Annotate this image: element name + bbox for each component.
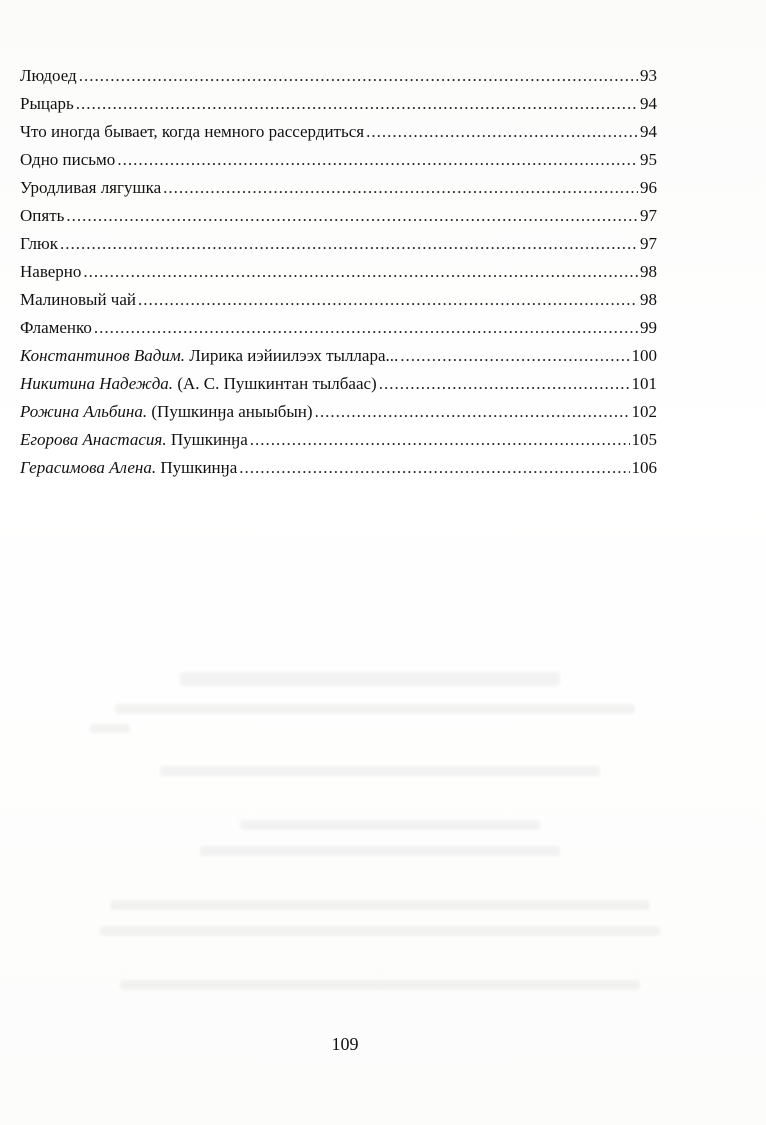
toc-entry-author: Рожина Альбина. — [20, 402, 148, 421]
toc-entry — [20, 370, 657, 398]
toc-entry-title — [20, 90, 74, 118]
toc-entry-title — [20, 202, 64, 230]
toc-entry-page: 95 — [640, 150, 657, 169]
dot-leader — [138, 286, 638, 314]
toc-entry-author: Никитина Надежда. — [20, 374, 174, 393]
toc-entry-title-text: Уродливая лягушка — [20, 178, 162, 197]
toc-entry-page: 97 — [640, 234, 657, 253]
toc-entry — [20, 202, 657, 230]
toc-entry-title — [20, 118, 364, 146]
toc-entry — [20, 454, 657, 482]
toc-entry-page: 96 — [640, 178, 657, 197]
toc-entry-title-text: Наверно — [20, 262, 82, 281]
toc-entry-title-text: Что иногда бывает, когда немного рассердиться — [20, 122, 365, 141]
dot-leader — [94, 314, 638, 342]
toc-entry-title — [20, 314, 92, 342]
dot-leader — [366, 118, 638, 146]
toc-entry-page: 106 — [631, 458, 657, 477]
toc-entry — [20, 146, 657, 174]
toc-entry-page: 94 — [640, 122, 657, 141]
dot-leader — [60, 230, 638, 258]
toc-entry-page: 98 — [640, 290, 657, 309]
toc-entry-page: 94 — [640, 94, 657, 113]
toc-entry-title-text: Фламенко — [20, 318, 92, 337]
toc-entry-title-text: Одно письмо — [20, 150, 116, 169]
toc-entry-page: 100 — [631, 346, 657, 365]
toc-entry-title — [20, 370, 377, 398]
toc-entry-title-text: Пушкинӈа — [166, 430, 248, 449]
toc-entry-title — [20, 146, 115, 174]
toc-entry-title — [20, 454, 237, 482]
toc-entry — [20, 342, 657, 370]
toc-entry — [20, 230, 657, 258]
toc-entry-page: 101 — [631, 374, 657, 393]
toc-entry-title-text: Опять — [20, 206, 65, 225]
dot-leader — [379, 370, 630, 398]
toc-entry — [20, 90, 657, 118]
toc-entry-title-text: Лирика иэйиилээх тыллара... — [184, 346, 399, 365]
toc-entry-page: 105 — [631, 430, 657, 449]
toc-entry-author: Герасимова Алена. — [20, 458, 157, 477]
dot-leader — [250, 426, 630, 454]
dot-leader — [400, 342, 629, 370]
toc-entry-title-text: (А. С. Пушкинтан тылбаас) — [173, 374, 377, 393]
toc-entry-title — [20, 398, 313, 426]
dot-leader — [66, 202, 638, 230]
toc-entry-title — [20, 230, 58, 258]
toc-entry-page: 93 — [640, 66, 657, 85]
toc-entry-title-text: Людоед — [20, 66, 77, 85]
toc-entry-title-text: (Пушкинӈа аныыбын) — [147, 402, 313, 421]
toc-entry — [20, 314, 657, 342]
toc-entry-title — [20, 426, 248, 454]
page-number: 109 — [331, 1034, 359, 1054]
toc-entry-title-text: Рыцарь — [20, 94, 74, 113]
toc-entry-page: 99 — [640, 318, 657, 337]
toc-entry-title — [20, 174, 161, 202]
dot-leader — [83, 258, 638, 286]
toc-entry — [20, 286, 657, 314]
toc-entry — [20, 258, 657, 286]
toc-entry-title — [20, 62, 77, 90]
dot-leader — [117, 146, 638, 174]
toc-entry-title — [20, 258, 81, 286]
toc-entry — [20, 426, 657, 454]
toc-entry — [20, 62, 657, 90]
toc-entry — [20, 118, 657, 146]
dot-leader — [76, 90, 638, 118]
dot-leader — [315, 398, 630, 426]
toc-entry-page: 98 — [640, 262, 657, 281]
table-of-contents — [20, 62, 657, 482]
toc-entry-page: 97 — [640, 206, 657, 225]
toc-entry-title — [20, 342, 398, 370]
toc-entry — [20, 174, 657, 202]
dot-leader — [239, 454, 629, 482]
toc-entry — [20, 398, 657, 426]
toc-entry-title-text: Пушкинӈа — [156, 458, 238, 477]
toc-entry-title-text: Глюк — [20, 234, 58, 253]
toc-entry-author: Егорова Анастасия. — [20, 430, 167, 449]
dot-leader — [163, 174, 638, 202]
toc-entry-title — [20, 286, 136, 314]
toc-entry-author: Константинов Вадим. — [20, 346, 185, 365]
toc-entry-title-text: Малиновый чай — [20, 290, 136, 309]
dot-leader — [79, 62, 638, 90]
toc-entry-page: 102 — [631, 402, 657, 421]
